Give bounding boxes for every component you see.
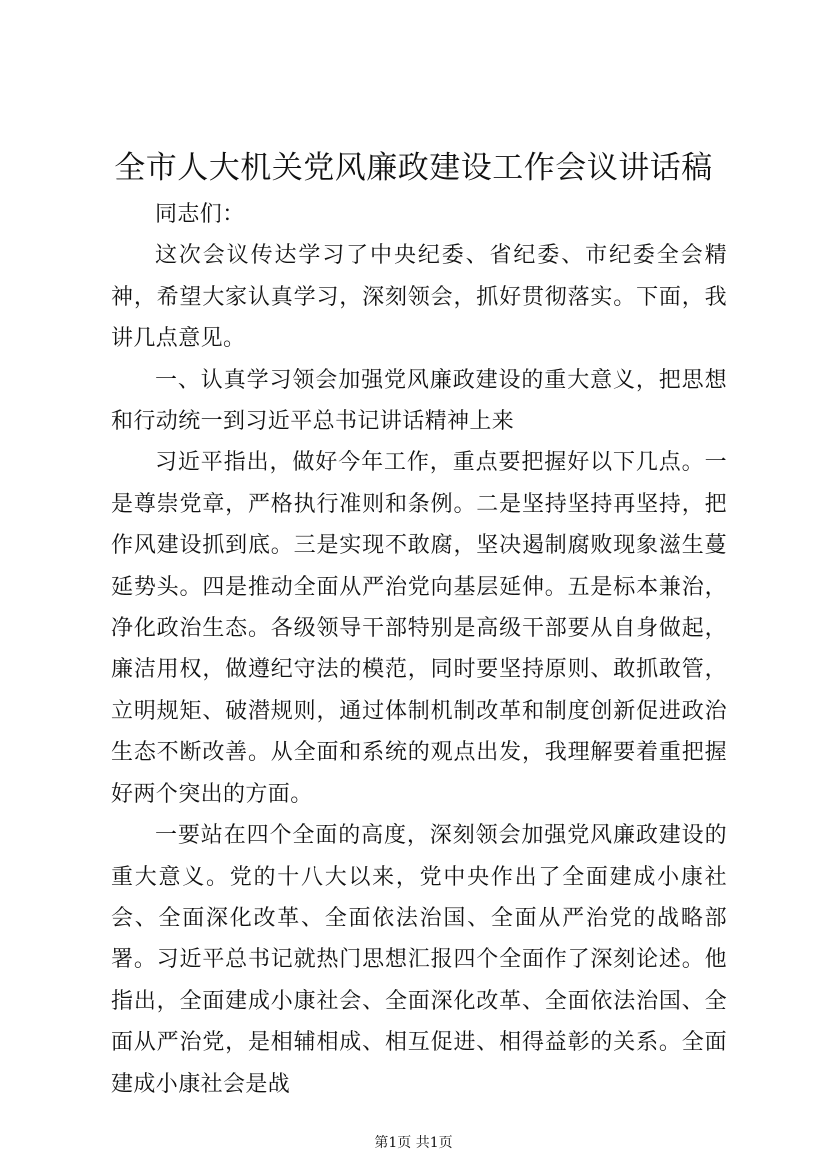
intro-paragraph: 这次会议传达学习了中央纪委、省纪委、市纪委全会精神，希望大家认真学习，深刻领会，抓好贯彻落实。下面，我讲几点意见。: [111, 243, 727, 352]
salutation-paragraph: 同志们：: [155, 202, 245, 227]
body-paragraph: 习近平指出，做好今年工作，重点要把握好以下几点。一是尊崇党章，严格执行准则和条例。二是坚持坚持再坚持，把作风建设抓到底。三是实现不敢腐，坚决遏制腐败现象滋生蔓延势头。四是推动全面从严治党向基层延伸。五是标本兼治，净化政治生态。各级领导干部特别是高级干部要从自身做起，廉洁用权，做遵纪守法的模范，同时要坚持原则、敢抓敢管，立明规矩、破潜规则，通过体制机制改革和制度创新促进政治生态不断改善。从全面和系统的观点出发，我理解要着重把握好两个突出的方面。: [111, 450, 727, 807]
document-body: [111, 194, 727, 1105]
section-heading-paragraph: 一、认真学习领会加强党风廉政建设的重大意义，把思想和行动统一到习近平总书记讲话精神上来: [111, 367, 727, 435]
document-title: 全市人大机关党风廉政建设工作会议讲话稿: [114, 150, 713, 186]
body-paragraph: 一要站在四个全面的高度，深刻领会加强党风廉政建设的重大意义。党的十八大以来，党中央作出了全面建成小康社会、全面深化改革、全面依法治国、全面从严治党的战略部署。习近平总书记就热门思想汇报四个全面作了深刻论述。他指出，全面建成小康社会、全面深化改革、全面依法治国、全面从严治党，是相辅相成、相互促进、相得益彰的关系。全面建成小康社会是战: [111, 823, 727, 1097]
page-footer: 第1页 共1页: [374, 1135, 453, 1151]
